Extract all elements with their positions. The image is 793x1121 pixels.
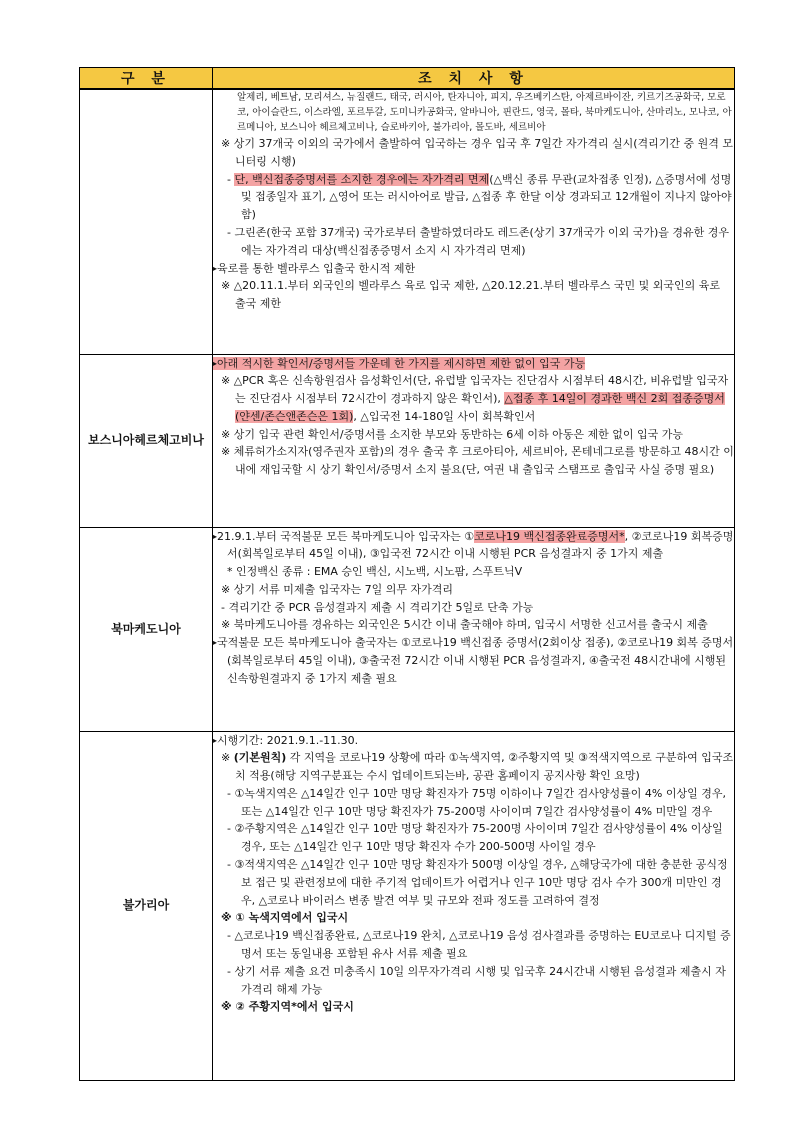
table-row [80, 527, 735, 731]
dash-item: - ③적색지역은 △14일간 인구 10만 명당 확진자가 500명 이상일 경우, △해당국가에 대한 충분한 공식정보 접근 및 관련정보에 대한 주기적 업데이트가 어렵거나 인구 10만 명당 검사 수가 300개 미만인 경우, △코로나 바이러스 변종 발견 여부 및 규모와 전파 정도를 고려하여 결정 [227, 858, 728, 907]
dash-item: - 상기 서류 제출 요건 미충족시 10일 의무자가격리 시행 및 입국후 24시간내 시행된 음성결과 제출시 자가격리 해제 가능 [227, 964, 726, 996]
green-zone-country-list: 알제리, 베트남, 모리셔스, 뉴질랜드, 태국, 러시아, 탄자니아, 피지, 우즈베키스탄, 아제르바이잔, 키르기즈공화국, 모로코, 아이슬란드, 이스라엘, 포르투갈, 도미니카공화국, 알바니아, 핀란드, 영국, 몰타, 북마케도니아, 산마리노, 모나코, 아르메니아, 보스니아 헤르체고비나, 슬로바키아, 불가리아, 몰도바, 세르비아 [237, 92, 732, 133]
table-header-row [80, 68, 735, 90]
country-name: 북마케도니아 [80, 527, 213, 731]
dash-item: - ①녹색지역은 △14일간 인구 10만 명당 확진자가 75명 이하이나 7일간 검사양성률이 4% 이상일 경우, 또는 △14일간 인구 10만 명당 확진자가 75-200명 사이이며 7일간 검사양성률이 4% 미만일 경우 [227, 786, 726, 818]
highlight: 코로나19 백신접종완료증명서* [474, 529, 625, 543]
note: ※ 상기 입국 관련 확인서/증명서를 소지한 부모와 동반하는 6세 이하 아동은 제한 없이 입국 가능 [221, 427, 684, 441]
country-name: 보스니아헤르체고비나 [80, 354, 213, 527]
triangle-bullet-icon: ▸ [213, 638, 218, 648]
footnote: * 인정백신 종류 : EMA 승인 백신, 시노백, 시노팜, 스푸트닉V [227, 565, 523, 579]
table-row [80, 89, 735, 354]
triangle-bullet-icon: ▸ [213, 531, 218, 541]
highlight: △접종 후 14일이 경과한 백신 2회 접종증명서(얀센/존슨앤존슨은 1회) [235, 392, 725, 423]
note: ※ 상기 37개국 이외의 국가에서 출발하여 입국하는 경우 입국 후 7일간 자가격리 실시(격리기간 중 원격 모니터링 시행) [221, 137, 733, 168]
table-row [80, 731, 735, 1080]
bullet-item: ▸국적불문 모든 북마케도니아 출국자는 ①코로나19 백신접종 증명서(2회이상 접종), ②코로나19 회복 증명서(회복일로부터 45일 이내), ③출국전 72시간 이내 시행된 PCR 음성결과지, ④출국전 48시간내에 시행된 신속항원결과지 중 1가지 제출 필요 [213, 636, 734, 685]
measures-cell [213, 89, 735, 354]
note: ※ ② 주황지역*에서 입국시 [221, 1000, 354, 1014]
measures-cell [213, 354, 735, 527]
note: ※ ① 녹색지역에서 입국시 [221, 911, 349, 925]
dash-item: - 단, 백신접종증명서를 소지한 경우에는 자가격리 면제(△백신 종류 무관(교차접종 인정), △증명서에 성명 및 접종일자 표기, △영어 또는 러시아어로 발급, △접종 후 한달 이상 경과되고 12개월이 지나지 않아야 함) [227, 172, 732, 222]
dash-item: - 그린존(한국 포함 37개국) 국가로부터 출발하였더라도 레드존(상기 37개국가 이외 국가)을 경유한 경우에는 자가격리 대상(백신접종증명서 소지 시 자가격리 면제) [227, 225, 730, 257]
bullet-item: ▸시행기간: 2021.9.1.-11.30. [213, 733, 359, 747]
measures-cell [213, 527, 735, 731]
header-category: 구 분 [80, 68, 213, 90]
note: ※ (기본원칙) 각 지역을 코로나19 상황에 따라 ①녹색지역, ②주황지역 및 ③적색지역으로 구분하여 입국조치 적용(해당 지역구분표는 수시 업데이트되는바, 공관 홈페이지 공지사항 확인 요망) [221, 751, 734, 783]
bullet-item: ▸21.9.1.부터 국적불문 모든 북마케도니아 입국자는 ①코로나19 백신접종완료증명서*, ②코로나19 회복증명서(회복일로부터 45일 이내), ③입국전 72시간 이내 시행된 PCR 음성결과지 중 1가지 제출 [213, 529, 734, 561]
dash-item: - 격리기간 중 PCR 음성결과지 제출 시 격리기간 5일로 단축 가능 [221, 600, 534, 614]
table-row [80, 354, 735, 527]
header-measures: 조 치 사 항 [213, 68, 735, 90]
measures-table [79, 67, 735, 1081]
country-name: 불가리아 [80, 731, 213, 1080]
highlight: 단, 백신접종증명서를 소지한 경우에는 자가격리 면제 [234, 172, 490, 186]
note: ※ 북마케도니아를 경유하는 외국인은 5시간 이내 출국해야 하며, 입국시 서명한 신고서를 출국시 제출 [221, 618, 708, 632]
note: ※ △PCR 혹은 신속항원검사 음성확인서(단, 유럽발 입국자는 진단검사 시점부터 48시간, 비유럽발 입국자는 진단검사 시점부터 72시간이 경과하지 않은 확인서), △접종 후 14일이 경과한 백신 2회 접종증명서(얀센/존슨앤존슨은 1회), △입국전 14-180일 사이 회복확인서 [221, 374, 729, 423]
triangle-bullet-icon: ▸ [213, 263, 218, 273]
note: ※ 체류허가소지자(영주권자 포함)의 경우 출국 후 크로아티아, 세르비아, 몬테네그로를 방문하고 48시간 이내에 재입국할 시 상기 확인서/증명서 소지 불요(단, 여권 내 출입국 스탬프로 출입국 사실 증명 필요) [221, 445, 734, 477]
measures-cell [213, 731, 735, 1080]
country-cell-empty [80, 89, 213, 354]
bullet-item [213, 355, 734, 373]
bullet-item: ▸육로를 통한 벨라루스 입출국 한시적 제한 [213, 261, 416, 275]
note: ※ △20.11.1.부터 외국인의 벨라루스 육로 입국 제한, △20.12.21.부터 벨라루스 국민 및 외국인의 육로 출국 제한 [221, 279, 720, 311]
triangle-bullet-icon: ▸ [213, 735, 218, 745]
triangle-bullet-icon: ▸ [213, 358, 218, 368]
dash-item: - △코로나19 백신접종완료, △코로나19 완치, △코로나19 음성 검사결과를 증명하는 EU코로나 디지털 증명서 또는 동일내용 포함된 유사 서류 제출 필요 [227, 929, 731, 961]
note: ※ 상기 서류 미제출 입국자는 7일 의무 자가격리 [221, 582, 453, 596]
highlight: ▸아래 적시한 확인서/증명서들 가운데 한 가지를 제시하면 제한 없이 입국 가능 [213, 356, 586, 370]
dash-item: - ②주황지역은 △14일간 인구 10만 명당 확진자가 75-200명 사이이며 7일간 검사양성률이 4% 이상일 경우, 또는 △14일간 인구 10만 명당 확진자 수가 200-500명 사이일 경우 [227, 822, 723, 854]
